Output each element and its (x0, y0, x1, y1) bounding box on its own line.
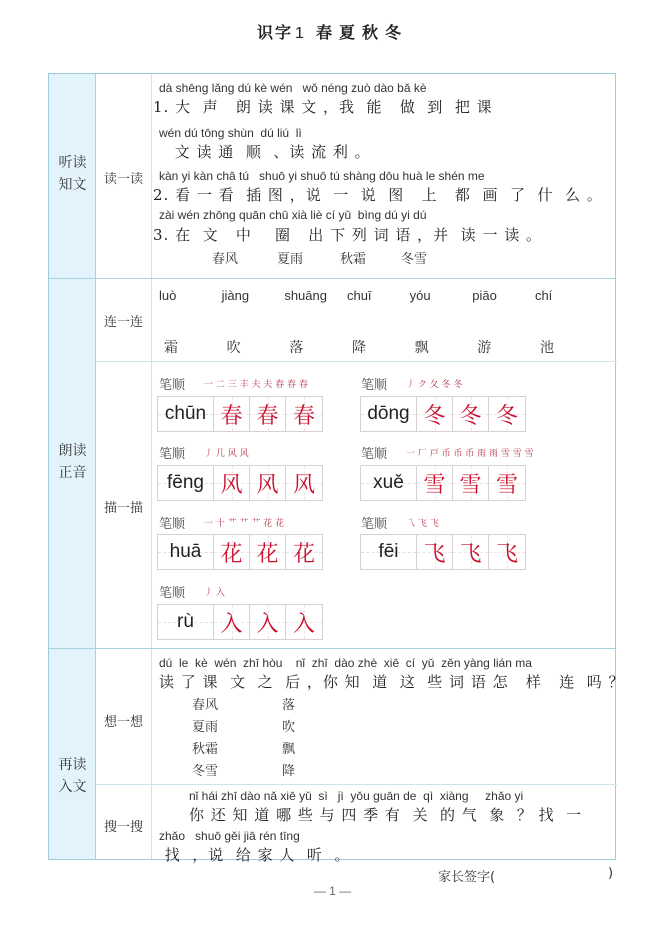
connect-pinyin[interactable]: yóu (409, 288, 431, 303)
pinyin-text: dōng (367, 403, 410, 424)
trace-grid-dong (360, 396, 526, 432)
trace-char: 雪 (423, 472, 446, 498)
think-question: 读 了 课 文 之 后 ，你 知 道 这 些 词 语 怎 样 连 吗 ？ (159, 673, 625, 691)
parent-signature-field[interactable] (510, 864, 604, 882)
pinyin-line: wén dú tōng shùn dú liú lì (159, 126, 302, 140)
stroke-order-label: 笔顺 (159, 517, 186, 532)
think-left-word[interactable]: 秋霜 (192, 742, 219, 757)
stroke-order-label: 笔顺 (361, 447, 388, 462)
think-right-char[interactable]: 降 (282, 764, 296, 779)
connect-char[interactable]: 吹 (226, 340, 241, 356)
trace-char: 冬 (423, 403, 446, 429)
trace-char: 风 (292, 472, 315, 498)
trace-char: 飞 (423, 541, 446, 567)
activity-label-search: 搜一搜 (103, 820, 143, 835)
instruction-2: 2. 看 一 看 插 图 ，说 一 说 图 上 都 画 了 什 么 。 (153, 186, 603, 204)
row-divider-connect (96, 361, 617, 362)
stroke-order-ru: 丿 入 (204, 588, 225, 598)
connect-pinyin[interactable]: piāo (472, 288, 497, 303)
trace-cell[interactable] (453, 466, 489, 500)
stroke-order-label: 笔顺 (159, 378, 186, 393)
connect-chars-row (164, 337, 594, 357)
pinyin-text: xuě (373, 472, 404, 493)
activity-label-trace: 描一描 (103, 501, 143, 516)
stroke-order-hua: 一 十 艹 艹 艹 花 花 (204, 519, 285, 529)
pinyin-cell (158, 397, 214, 431)
connect-pinyin[interactable]: chí (534, 288, 553, 303)
trace-grid-xue (360, 465, 526, 501)
think-left-word[interactable]: 夏雨 (192, 720, 219, 735)
pinyin-text: huā (169, 541, 202, 562)
stroke-order-label: 笔顺 (159, 586, 186, 601)
trace-cell[interactable] (214, 605, 250, 639)
title-number: 1 (295, 25, 306, 42)
pinyin-text: chūn (164, 403, 207, 424)
trace-char: 花 (256, 541, 279, 567)
parent-signature-label: 家长签字( (438, 870, 496, 885)
pinyin-text: fēng (167, 472, 204, 493)
trace-cell[interactable] (417, 466, 453, 500)
trace-cell[interactable] (286, 605, 322, 639)
think-right-char[interactable]: 飘 (282, 742, 296, 757)
trace-cell[interactable] (214, 397, 250, 431)
word-xiayu: 夏雨 (277, 252, 304, 267)
pinyin-cell (361, 397, 417, 431)
section-label-read-aloud (49, 440, 96, 484)
connect-pinyin[interactable]: chuī (346, 288, 372, 303)
connect-char[interactable]: 飘 (414, 340, 429, 356)
connect-char[interactable]: 池 (539, 340, 554, 356)
search-question: 你 还 知 道 哪 些 与 四 季 有 关 的 气 象 ？ 找 一 (189, 806, 583, 824)
instruction-3: 3. 在 文 中 圈 出 下 列 词 语 ，并 读 一 读 。 (153, 226, 542, 244)
pinyin-cell (361, 466, 417, 500)
pinyin-line: kàn yi kàn chā tú shuō yi shuō tú shàng dōu huà le shén me (159, 169, 485, 183)
stroke-order-label: 笔顺 (361, 378, 388, 393)
section-label-line: 入文 (58, 779, 87, 795)
section-label-line: 听读 (58, 155, 87, 171)
trace-cell[interactable] (250, 605, 286, 639)
pinyin-line: nǐ hái zhī dào nǎ xiē yǔ sì jì yǒu guān de qì xiàng zhǎo yi (189, 789, 524, 803)
connect-pinyin-row (159, 288, 589, 303)
pinyin-cell (158, 466, 214, 500)
stroke-order-label: 笔顺 (159, 447, 186, 462)
trace-cell[interactable] (489, 466, 525, 500)
trace-char: 雪 (495, 472, 518, 498)
section-divider-2 (49, 648, 615, 649)
pinyin-line: zhǎo shuō gěi jiā rén tīng (159, 829, 300, 843)
trace-cell[interactable] (453, 535, 489, 569)
pinyin-cell (158, 605, 214, 639)
trace-cell[interactable] (286, 466, 322, 500)
trace-cell[interactable] (453, 397, 489, 431)
word-qiushuang: 秋霜 (340, 252, 367, 267)
trace-grid-chun (157, 396, 323, 432)
trace-cell[interactable] (250, 397, 286, 431)
section-label-reread (49, 754, 96, 798)
instruction-1-cont: 文 读 通 顺 、读 流 利 。 (169, 143, 371, 161)
section-label-listen-read (49, 152, 96, 196)
think-right-char[interactable]: 吹 (282, 720, 296, 735)
trace-cell[interactable] (214, 466, 250, 500)
trace-char: 花 (220, 541, 243, 567)
trace-grid-fei (360, 534, 526, 570)
trace-cell[interactable] (417, 535, 453, 569)
connect-pinyin[interactable]: jiàng (221, 288, 250, 303)
search-question-cont: 找 ，说 给 家 人 听 。 (159, 846, 351, 864)
trace-char: 冬 (495, 403, 518, 429)
trace-char: 花 (292, 541, 315, 567)
worksheet-table (48, 73, 625, 864)
trace-grid-hua (157, 534, 323, 570)
stroke-order-chun: 一 二 三 丰 夫 夫 春 春 春 (204, 380, 308, 390)
connect-char[interactable]: 落 (289, 340, 304, 356)
row-divider-think (96, 784, 617, 785)
trace-cell[interactable] (417, 397, 453, 431)
trace-char: 风 (220, 472, 243, 498)
trace-char: 雪 (459, 472, 482, 498)
title-prefix: 识字 (257, 23, 294, 42)
pinyin-line: zài wén zhōng quān chū xià liè cí yǔ bìng dú yi dú (159, 208, 427, 222)
trace-cell[interactable] (286, 535, 322, 569)
think-left-word[interactable]: 冬雪 (192, 764, 219, 779)
think-left-word[interactable]: 春风 (192, 698, 219, 713)
section-label-line: 正音 (58, 465, 87, 481)
pinyin-line: dà shēng lǎng dú kè wén wǒ néng zuò dào bǎ kè (159, 81, 427, 95)
trace-char: 春 (292, 403, 315, 429)
trace-cell[interactable] (250, 466, 286, 500)
trace-char: 入 (292, 611, 315, 637)
trace-char: 入 (256, 611, 279, 637)
trace-cell[interactable] (489, 535, 525, 569)
parent-signature-close: ) (608, 866, 614, 881)
title-name: 春夏秋冬 (315, 23, 408, 42)
trace-char: 风 (256, 472, 279, 498)
trace-char: 春 (220, 403, 243, 429)
instruction-1: 1. 大 声 朗 读 课 文 ，我 能 做 到 把 课 (153, 98, 493, 116)
section-divider-1 (49, 278, 615, 279)
activity-label-connect: 连一连 (103, 315, 143, 330)
trace-grid-feng (157, 465, 323, 501)
trace-char: 冬 (459, 403, 482, 429)
stroke-order-xue: 一 厂 戸 币 币 币 雨 雨 雪 雪 雪 (406, 449, 534, 459)
pinyin-text: rù (177, 611, 194, 632)
trace-char: 飞 (459, 541, 482, 567)
activity-label-read: 读一读 (103, 172, 143, 187)
connect-char[interactable]: 降 (351, 340, 366, 356)
trace-grid-ru (157, 604, 323, 640)
connect-pinyin[interactable]: shuāng (284, 288, 327, 303)
connect-char[interactable]: 霜 (164, 340, 178, 356)
activity-label-think: 想一想 (103, 715, 143, 730)
section-label-line: 朗读 (58, 443, 87, 459)
page-title (0, 20, 665, 43)
section-label-line: 知文 (58, 177, 87, 193)
connect-pinyin[interactable]: luò (159, 288, 177, 303)
stroke-order-fei: 乁 飞 飞 (406, 519, 439, 529)
trace-cell[interactable] (489, 397, 525, 431)
section-label-line: 再读 (58, 757, 87, 773)
pinyin-cell (158, 535, 214, 569)
pinyin-line: dú le kè wén zhī hòu nǐ zhī dào zhè xiē cí yǔ zěn yàng lián ma (159, 656, 532, 670)
pinyin-cell (361, 535, 417, 569)
connect-char[interactable]: 游 (477, 340, 492, 356)
trace-char: 入 (220, 611, 243, 637)
stroke-order-label: 笔顺 (361, 517, 388, 532)
trace-cell[interactable] (250, 535, 286, 569)
word-chunfeng: 春风 (212, 252, 239, 267)
pinyin-text: fēi (378, 541, 399, 562)
trace-char: 春 (256, 403, 279, 429)
trace-cell[interactable] (214, 535, 250, 569)
trace-char: 飞 (495, 541, 518, 567)
word-dongxue: 冬雪 (401, 252, 428, 267)
stroke-order-feng: 丿 几 风 风 (204, 449, 249, 459)
stroke-order-dong: 丿 ク 夂 冬 冬 (406, 380, 463, 390)
page-number: — 1 — (313, 884, 352, 898)
column-divider (151, 74, 152, 859)
trace-cell[interactable] (286, 397, 322, 431)
think-right-char[interactable]: 落 (282, 698, 296, 713)
